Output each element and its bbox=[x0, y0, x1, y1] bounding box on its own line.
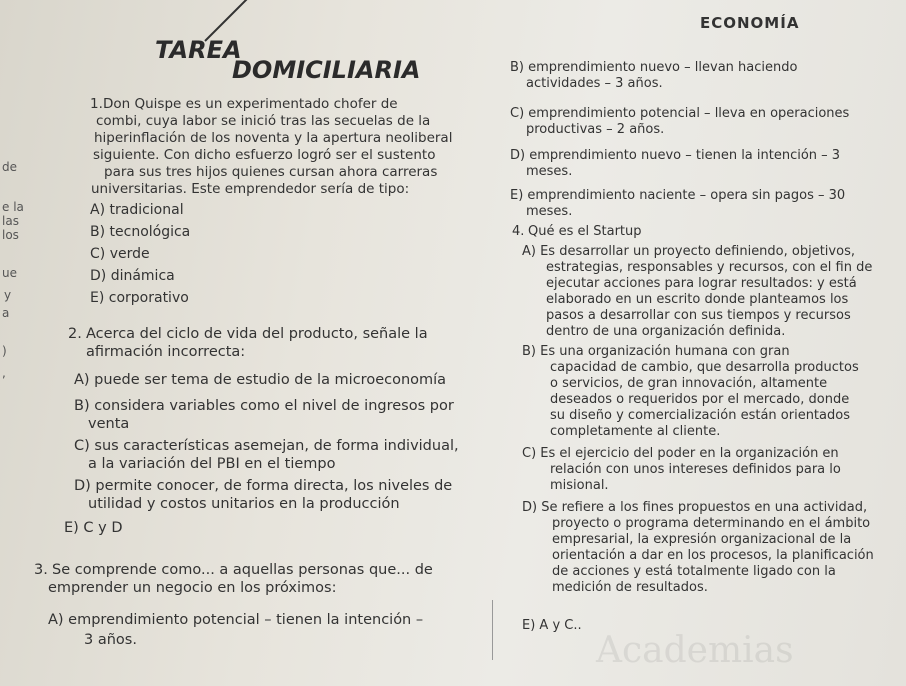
q4-option-b-line-3: o servicios, de gran innovación, altamente bbox=[550, 376, 828, 391]
q4-option-d-line-2: proyecto o programa determinando en el ámbito bbox=[552, 516, 871, 531]
q4-option-b-line-2: capacidad de cambio, que desarrolla productos bbox=[550, 360, 859, 375]
margin-fragment: los bbox=[2, 228, 19, 242]
q3-option-d-line-1: D) emprendimiento nuevo – tienen la intención – 3 bbox=[510, 148, 841, 163]
q4-option-d-line-5: de acciones y está totalmente ligado con la bbox=[552, 564, 836, 579]
q3-line-1: Se comprende como... a aquellas personas que... de bbox=[52, 562, 433, 578]
q1-line-5: para sus tres hijos quienes cursan ahora carreras bbox=[104, 164, 438, 180]
watermark-text: Academias bbox=[596, 630, 794, 671]
margin-fragment: a bbox=[2, 306, 10, 320]
q4-option-d-line-4: orientación a dar en los procesos, la planificación bbox=[552, 548, 874, 563]
margin-fragment: ) bbox=[2, 344, 7, 358]
q4-option-a-line-1: A) Es desarrollar un proyecto definiendo, objetivos, bbox=[522, 244, 855, 259]
q3-option-a-line-1: A) emprendimiento potencial – tienen la intención – bbox=[48, 612, 424, 628]
q2-option-b-line-2: venta bbox=[88, 416, 130, 432]
q4-option-a-line-4: elaborado en un escrito donde planteamos los bbox=[546, 292, 849, 307]
q4-option-d-line-3: empresarial, la expresión organizacional de la bbox=[552, 532, 852, 547]
q4-number: 4. bbox=[512, 224, 525, 239]
q2-option-d-line-2: utilidad y costos unitarios en la producción bbox=[88, 496, 400, 512]
q2-line-2: afirmación incorrecta: bbox=[86, 344, 246, 360]
q4-option-e: E) A y C.. bbox=[522, 618, 582, 633]
q4-option-a-line-3: ejecutar acciones para lograr resultados: y está bbox=[546, 276, 857, 291]
q3-option-a-line-2: 3 años. bbox=[84, 632, 137, 648]
margin-fragment: y bbox=[4, 288, 12, 302]
q4-title: Qué es el Startup bbox=[528, 224, 642, 239]
q1-option-b: B) tecnológica bbox=[90, 224, 191, 240]
q1-line-3: hiperinflación de los noventa y la apertura neoliberal bbox=[94, 130, 453, 146]
title-domiciliaria: DOMICILIARIA bbox=[232, 56, 421, 84]
q4-option-c-line-3: misional. bbox=[550, 478, 609, 493]
q3-line-2: emprender un negocio en los próximos: bbox=[48, 580, 337, 596]
q1-option-e: E) corporativo bbox=[90, 290, 189, 306]
q2-number: 2. bbox=[68, 326, 82, 342]
q4-option-b-line-1: B) Es una organización humana con gran bbox=[522, 344, 790, 359]
q3-option-e-line-2: meses. bbox=[526, 204, 573, 219]
q3-option-d-line-2: meses. bbox=[526, 164, 573, 179]
q3-option-c-line-1: C) emprendimiento potencial – lleva en operaciones bbox=[510, 106, 850, 121]
q4-option-a-line-5: pasos a desarrollar con sus tiempos y recursos bbox=[546, 308, 851, 323]
q3-option-e-line-1: E) emprendimiento naciente – opera sin pagos – 30 bbox=[510, 188, 846, 203]
q3-number: 3. bbox=[34, 562, 48, 578]
q4-option-a-line-2: estrategias, responsables y recursos, con el fin de bbox=[546, 260, 873, 275]
q1-option-d: D) dinámica bbox=[90, 268, 175, 284]
margin-fragment: , bbox=[2, 366, 6, 380]
q4-option-d-line-6: medición de resultados. bbox=[552, 580, 708, 595]
margin-fragment: de bbox=[2, 160, 17, 174]
q2-option-c-line-2: a la variación del PBI en el tiempo bbox=[88, 456, 336, 472]
q4-option-c-line-1: C) Es el ejercicio del poder en la organización en bbox=[522, 446, 839, 461]
column-divider bbox=[492, 600, 493, 660]
q3-option-c-line-2: productivas – 2 años. bbox=[526, 122, 665, 137]
q2-option-a: A) puede ser tema de estudio de la microeconomía bbox=[74, 372, 447, 388]
q4-option-c-line-2: relación con unos intereses definidos para lo bbox=[550, 462, 841, 477]
q2-option-d-line-1: D) permite conocer, de forma directa, los niveles de bbox=[74, 478, 453, 494]
q4-option-b-line-5: su diseño y comercialización están orientados bbox=[550, 408, 850, 423]
q4-option-b-line-4: deseados o requeridos por el mercado, donde bbox=[550, 392, 850, 407]
q2-option-b-line-1: B) considera variables como el nivel de ingresos por bbox=[74, 398, 454, 414]
q3-option-b-line-2: actividades – 3 años. bbox=[526, 76, 663, 91]
subject-header: ECONOMÍA bbox=[700, 14, 800, 32]
q1-line-2: combi, cuya labor se inició tras las secuelas de la bbox=[96, 113, 431, 129]
q1-option-c: C) verde bbox=[90, 246, 150, 262]
margin-fragment: e la bbox=[2, 200, 24, 214]
q3-option-b-line-1: B) emprendimiento nuevo – llevan haciendo bbox=[510, 60, 798, 75]
q4-option-b-line-6: completamente al cliente. bbox=[550, 424, 721, 439]
q1-line-6: universitarias. Este emprendedor sería de tipo: bbox=[91, 181, 410, 197]
margin-fragment: ue bbox=[2, 266, 17, 280]
q4-option-d-line-1: D) Se refiere a los fines propuestos en una actividad, bbox=[522, 500, 868, 515]
q1-line-4: siguiente. Con dicho esfuerzo logró ser el sustento bbox=[93, 147, 436, 163]
q1-number: 1. bbox=[90, 96, 103, 112]
q2-line-1: Acerca del ciclo de vida del producto, señale la bbox=[86, 326, 428, 342]
q4-option-a-line-6: dentro de una organización definida. bbox=[546, 324, 786, 339]
q2-option-c-line-1: C) sus características asemejan, de forma individual, bbox=[74, 438, 459, 454]
margin-fragment: las bbox=[2, 214, 19, 228]
q1-option-a: A) tradicional bbox=[90, 202, 184, 218]
title-tarea: TAREA bbox=[155, 36, 242, 64]
q1-line-1: Don Quispe es un experimentado chofer de bbox=[103, 96, 398, 112]
q2-option-e: E) C y D bbox=[64, 520, 123, 536]
